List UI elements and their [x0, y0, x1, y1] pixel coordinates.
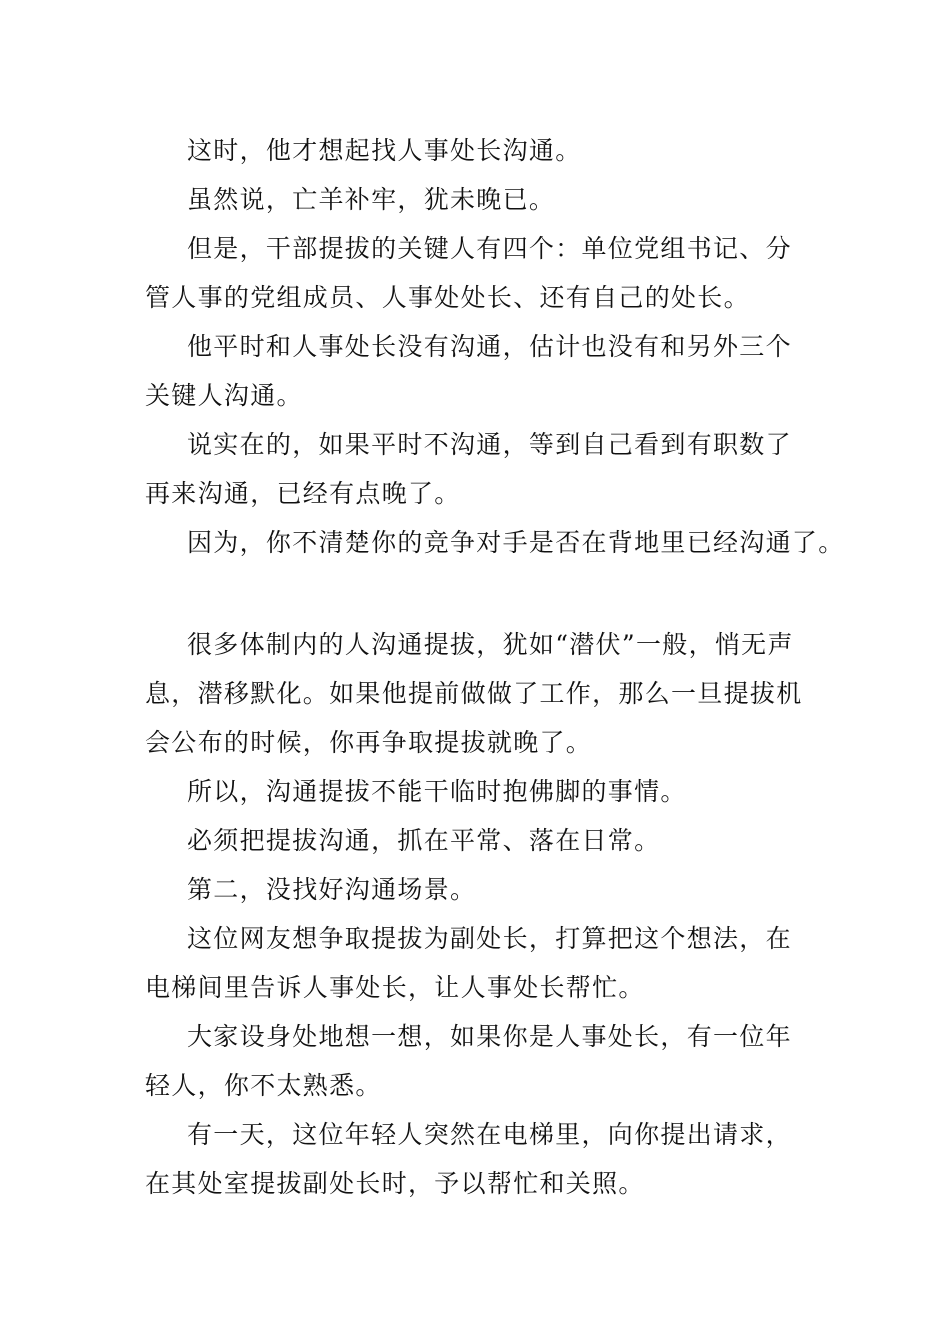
- paragraph-9: 必须把提拔沟通，抓在平常、落在日常。: [187, 826, 661, 855]
- article-body: [145, 126, 845, 1208]
- paragraph-10: 第二，没找好沟通场景。: [187, 875, 477, 904]
- paragraph-gap: [145, 567, 815, 620]
- paragraph-13: 有一天，这位年轻人突然在电梯里，向你提出请求，在其处室提拔副处长时，予以帮忙和关照。: [145, 1120, 792, 1198]
- paragraph-11: 这位网友想争取提拔为副处长，打算把这个想法，在电梯间里告诉人事处长，让人事处长帮忙。: [145, 924, 792, 1002]
- paragraph-7: 很多体制内的人沟通提拔，犹如“潜伏”一般，悄无声息，潜移默化。如果他提前做做了工作，那么一旦提拔机会公布的时候，你再争取提拔就晚了。: [145, 630, 803, 757]
- paragraph-1: 这时，他才想起找人事处长沟通。: [187, 136, 582, 165]
- paragraph-4: 他平时和人事处长没有沟通，估计也没有和另外三个关键人沟通。: [145, 332, 792, 410]
- paragraph-6: 因为，你不清楚你的竞争对手是否在背地里已经沟通了。: [187, 528, 845, 557]
- paragraph-8: 所以，沟通提拔不能干临时抱佛脚的事情。: [187, 777, 687, 806]
- paragraph-12: 大家设身处地想一想，如果你是人事处长，有一位年轻人，你不太熟悉。: [145, 1022, 792, 1100]
- paragraph-5: 说实在的，如果平时不沟通，等到自己看到有职数了再来沟通，已经有点晚了。: [145, 430, 792, 508]
- paragraph-2: 虽然说，亡羊补牢，犹未晚已。: [187, 185, 556, 214]
- paragraph-3: 但是，干部提拔的关键人有四个：单位党组书记、分管人事的党组成员、人事处处长、还有自己的处长。: [145, 234, 792, 312]
